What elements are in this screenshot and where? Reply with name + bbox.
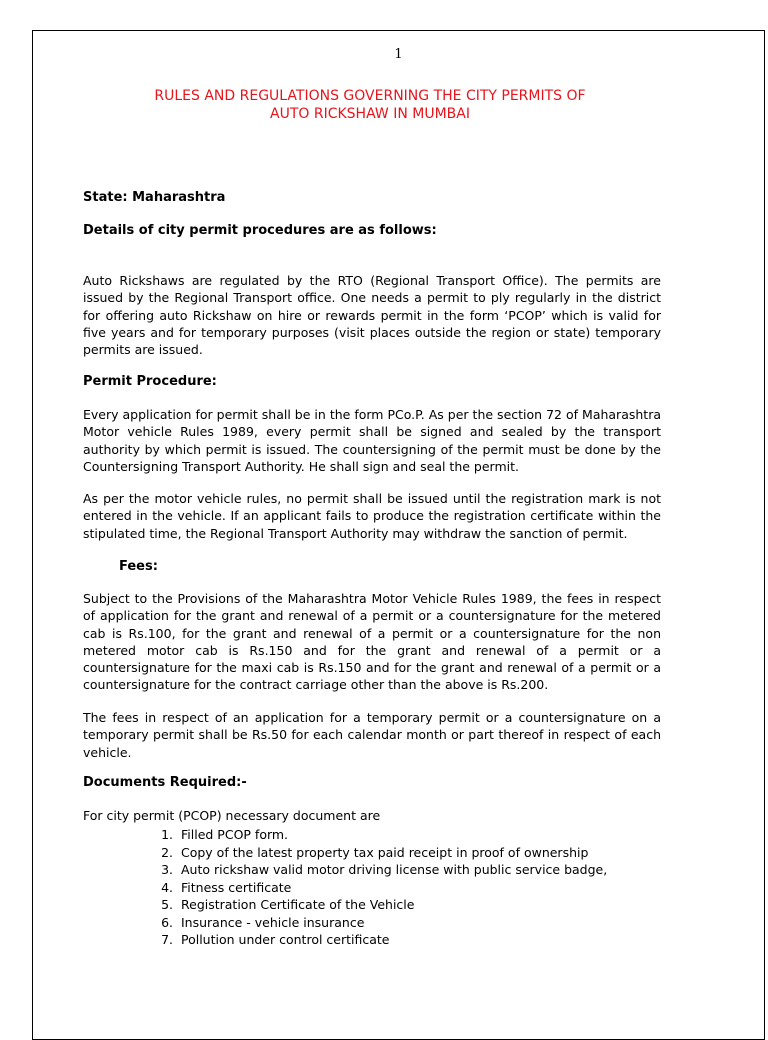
list-item: 6. Insurance - vehicle insurance — [177, 914, 607, 932]
list-item: 2. Copy of the latest property tax paid receipt in proof of ownership — [177, 844, 607, 862]
fees-paragraph-1: Subject to the Provisions of the Maharashtra Motor Vehicle Rules 1989, the fees in respect of application for the grant and renewal of a permit or a countersignature for the metered cab is Rs.100, for the grant and renewal of a permit or a countersignature for the non metered motor cab is Rs.150 and for the grant and renewal of a permit or a countersignature for the maxi cab is Rs.150 and for the grant and renewal of a permit or a countersignature for the contract carriage other than the above is Rs.200. — [83, 591, 661, 693]
permit-procedure-paragraph-1: Every application for permit shall be in the form PCo.P. As per the section 72 of Maharashtra Motor vehicle Rules 1989, every permit shall be signed and sealed by the transport authority by which permit is issued. The countersigning of the permit must be done by the Countersigning Transport Authority. He shall sign and seal the permit. — [83, 407, 661, 474]
page-number: 1 — [394, 47, 403, 62]
document-title — [80, 87, 660, 123]
documents-intro: For city permit (PCOP) necessary document are — [83, 808, 381, 823]
state-heading: State: Maharashtra — [83, 190, 226, 205]
list-item: 3. Auto rickshaw valid motor driving license with public service badge, — [177, 861, 607, 879]
details-heading: Details of city permit procedures are as follows: — [83, 223, 437, 238]
fees-heading: Fees: — [119, 559, 158, 574]
fees-paragraph-2: The fees in respect of an application for a temporary permit or a countersignature on a temporary permit shall be Rs.50 for each calendar month or part thereof in respect of each vehicle. — [83, 710, 661, 760]
title-line-2: AUTO RICKSHAW IN MUMBAI — [270, 106, 470, 122]
permit-procedure-paragraph-2: As per the motor vehicle rules, no permit shall be issued until the registration mark is not entered in the vehicle. If an applicant fails to produce the registration certificate within the stipulated time, the Regional Transport Authority may withdraw the sanction of permit. — [83, 491, 661, 541]
list-item: 7. Pollution under control certificate — [177, 931, 607, 949]
title-line-1: RULES AND REGULATIONS GOVERNING THE CITY PERMITS OF — [154, 88, 586, 104]
list-item: 5. Registration Certificate of the Vehicle — [177, 896, 607, 914]
permit-procedure-heading: Permit Procedure: — [83, 374, 217, 389]
documents-heading: Documents Required:- — [83, 775, 247, 790]
documents-list — [155, 826, 607, 949]
list-item: 1. Filled PCOP form. — [177, 826, 607, 844]
list-item: 4. Fitness certificate — [177, 879, 607, 897]
intro-paragraph: Auto Rickshaws are regulated by the RTO (Regional Transport Office). The permits are issued by the Regional Transport office. One needs a permit to ply regularly in the district for offering auto Rickshaw on hire or rewards permit in the form ‘PCOP’ which is valid for five years and for temporary purposes (visit places outside the region or state) temporary permits are issued. — [83, 273, 661, 358]
